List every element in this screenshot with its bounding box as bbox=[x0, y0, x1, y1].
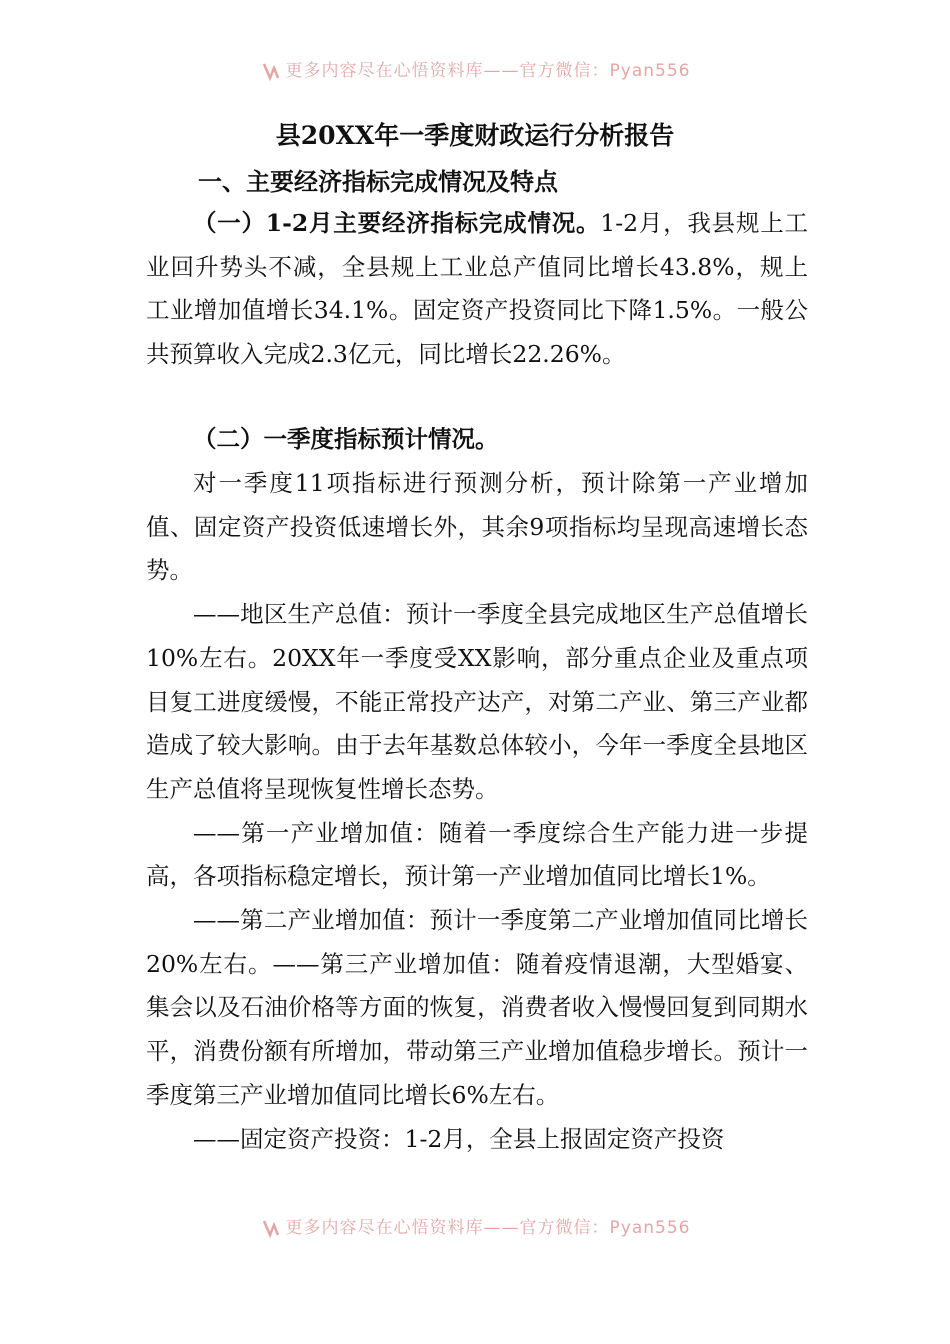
paragraph-fixed-asset-investment: ——固定资产投资：1-2月，全县上报固定资产投资 bbox=[193, 1124, 725, 1153]
subsection-2-heading-line bbox=[146, 418, 808, 462]
watermark-logo-icon bbox=[260, 60, 282, 82]
subsection-1-heading: （一）1-2月主要经济指标完成情况。 bbox=[193, 209, 601, 237]
section-heading-1: 一、主要经济指标完成情况及特点 bbox=[198, 167, 558, 196]
watermark-text: 更多内容尽在心悟资料库——官方微信：Pyan556 bbox=[285, 1218, 691, 1238]
subsection-2-heading-block bbox=[146, 418, 808, 462]
watermark-logo-icon bbox=[260, 1217, 282, 1239]
subsection-1 bbox=[146, 202, 808, 377]
watermark-text: 更多内容尽在心悟资料库——官方微信：Pyan556 bbox=[285, 61, 691, 81]
body-paragraphs bbox=[146, 462, 808, 1161]
watermark-bottom bbox=[0, 1213, 950, 1239]
subsection-2-heading: （二）一季度指标预计情况。 bbox=[193, 425, 499, 453]
subsection-1-text: 1-2月，我县规上工业回升势头不减，全县规上工业总产值同比增长43.8%，规上工业增加值增长34.1%。固定资产投资同比下降1.5%。一般公共预算收入完成2.3亿元，同比增长22.26%。 bbox=[146, 209, 808, 369]
paragraph-primary-industry: ——第一产业增加值：随着一季度综合生产能力进一步提高，各项指标稳定增长，预计第一产业增加值同比增长1%。 bbox=[146, 818, 808, 891]
paragraph-forecast-overview: 对一季度11项指标进行预测分析，预计除第一产业增加值、固定资产投资低速增长外，其余9项指标均呈现高速增长态势。 bbox=[146, 469, 808, 585]
page-title: 县20XX年一季度财政运行分析报告 bbox=[275, 121, 675, 150]
paragraph-gdp: ——地区生产总值：预计一季度全县完成地区生产总值增长10%左右。20XX年一季度受XX影响，部分重点企业及重点项目复工进度缓慢，不能正常投产达产，对第二产业、第三产业都造成了较大影响。由于去年基数总体较小，今年一季度全县地区生产总值将呈现恢复性增长态势。 bbox=[146, 600, 808, 803]
watermark-top bbox=[0, 56, 950, 82]
paragraph-secondary-tertiary-industry: ——第二产业增加值：预计一季度第二产业增加值同比增长20%左右。——第三产业增加值：随着疫情退潮，大型婚宴、集会以及石油价格等方面的恢复，消费者收入慢慢回复到同期水平，消费份额有所增加，带动第三产业增加值稳步增长。预计一季度第三产业增加值同比增长6%左右。 bbox=[146, 906, 808, 1109]
subsection-1-paragraph bbox=[146, 202, 808, 377]
